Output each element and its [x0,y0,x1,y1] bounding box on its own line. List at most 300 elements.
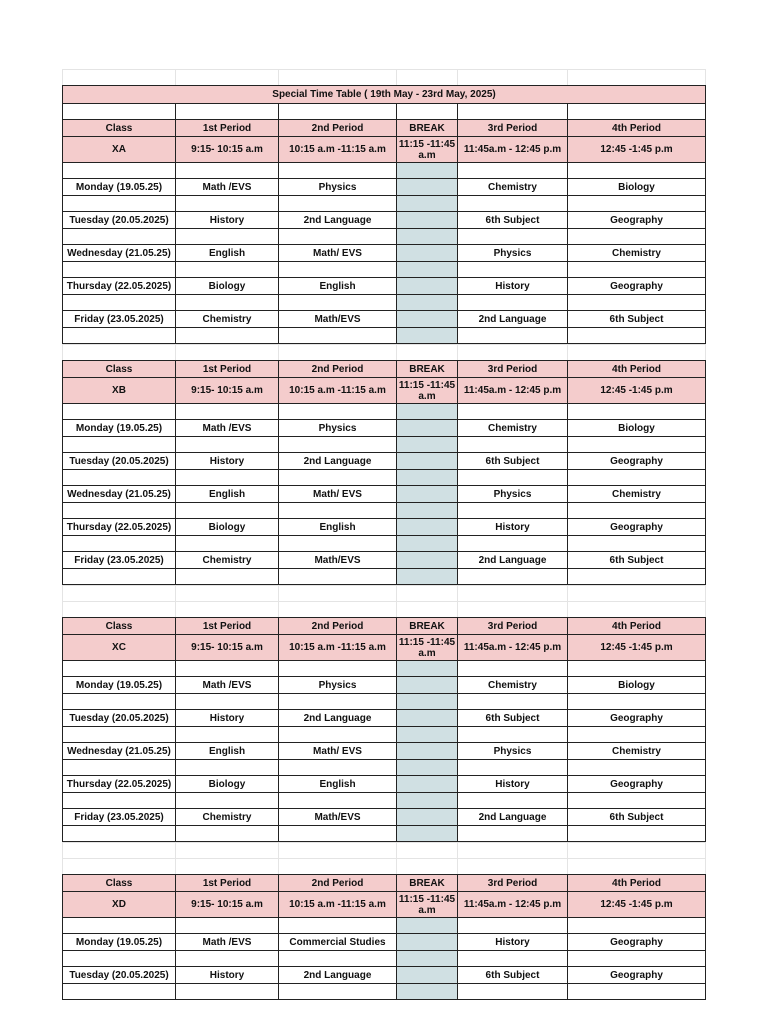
cell[interactable] [62,104,176,119]
period-4-subject[interactable]: Biology [568,179,706,195]
day-label[interactable]: Tuesday (20.05.2025) [62,710,176,726]
period-4-header[interactable]: 4th Period [568,361,706,377]
cell[interactable] [176,437,279,452]
break-cell[interactable] [397,710,458,726]
day-label[interactable]: Monday (19.05.25) [62,179,176,195]
period-1-subject[interactable]: Math /EVS [176,179,279,195]
period-1-header[interactable]: 1st Period [176,361,279,377]
cell[interactable] [397,569,458,584]
cell[interactable] [458,345,568,360]
cell[interactable] [568,661,706,676]
cell[interactable] [568,295,706,310]
cell[interactable] [397,602,458,617]
cell[interactable] [397,404,458,419]
time-2[interactable]: 10:15 a.m -11:15 a.m [279,635,397,660]
time-1[interactable]: 9:15- 10:15 a.m [176,635,279,660]
period-3-header[interactable]: 3rd Period [458,875,568,891]
break-time[interactable]: 11:15 -11:45 a.m [397,635,458,660]
cell[interactable] [62,404,176,419]
time-4[interactable]: 12:45 -1:45 p.m [568,892,706,917]
period-4-subject[interactable]: Geography [568,212,706,228]
cell[interactable] [397,262,458,277]
cell[interactable] [458,262,568,277]
cell[interactable] [458,694,568,709]
cell[interactable] [397,918,458,933]
period-1-subject[interactable]: Biology [176,519,279,535]
cell[interactable] [397,661,458,676]
day-label[interactable]: Wednesday (21.05.25) [62,743,176,759]
period-2-header[interactable]: 2nd Period [279,875,397,891]
cell[interactable] [62,196,176,211]
cell[interactable] [279,793,397,808]
cell[interactable] [176,328,279,343]
period-1-header[interactable]: 1st Period [176,120,279,136]
period-4-subject[interactable]: 6th Subject [568,311,706,327]
cell[interactable] [568,586,706,601]
period-4-header[interactable]: 4th Period [568,120,706,136]
cell[interactable] [397,984,458,999]
time-4[interactable]: 12:45 -1:45 p.m [568,137,706,162]
break-cell[interactable] [397,486,458,502]
period-3-subject[interactable]: 6th Subject [458,710,568,726]
cell[interactable] [62,163,176,178]
break-cell[interactable] [397,677,458,693]
cell[interactable] [568,345,706,360]
period-3-subject[interactable]: Chemistry [458,420,568,436]
break-cell[interactable] [397,245,458,261]
period-4-subject[interactable]: Chemistry [568,486,706,502]
period-3-subject[interactable]: 6th Subject [458,967,568,983]
period-2-header[interactable]: 2nd Period [279,618,397,634]
cell[interactable] [568,826,706,841]
period-4-subject[interactable]: Geography [568,934,706,950]
cell[interactable] [62,536,176,551]
cell[interactable] [279,328,397,343]
cell[interactable] [176,104,279,119]
break-cell[interactable] [397,809,458,825]
cell[interactable] [62,262,176,277]
cell[interactable] [62,470,176,485]
class-col-header[interactable]: Class [62,120,176,136]
cell[interactable] [458,295,568,310]
period-2-subject[interactable]: English [279,278,397,294]
period-1-subject[interactable]: Chemistry [176,311,279,327]
time-2[interactable]: 10:15 a.m -11:15 a.m [279,378,397,403]
cell[interactable] [176,404,279,419]
period-3-subject[interactable]: Chemistry [458,179,568,195]
cell[interactable] [458,569,568,584]
break-cell[interactable] [397,420,458,436]
cell[interactable] [176,503,279,518]
cell[interactable] [568,163,706,178]
period-3-subject[interactable]: History [458,934,568,950]
time-1[interactable]: 9:15- 10:15 a.m [176,378,279,403]
period-1-subject[interactable]: History [176,212,279,228]
class-name[interactable]: XA [62,137,176,162]
time-2[interactable]: 10:15 a.m -11:15 a.m [279,137,397,162]
break-header[interactable]: BREAK [397,120,458,136]
period-4-subject[interactable]: Geography [568,710,706,726]
day-label[interactable]: Monday (19.05.25) [62,934,176,950]
cell[interactable] [279,70,397,85]
cell[interactable] [62,918,176,933]
period-1-header[interactable]: 1st Period [176,875,279,891]
cell[interactable] [62,760,176,775]
period-1-subject[interactable]: Chemistry [176,809,279,825]
cell[interactable] [176,262,279,277]
day-label[interactable]: Thursday (22.05.2025) [62,519,176,535]
cell[interactable] [62,70,176,85]
cell[interactable] [279,262,397,277]
period-2-subject[interactable]: 2nd Language [279,967,397,983]
cell[interactable] [176,826,279,841]
break-cell[interactable] [397,776,458,792]
period-2-subject[interactable]: Math/EVS [279,311,397,327]
cell[interactable] [176,586,279,601]
period-3-subject[interactable]: 2nd Language [458,809,568,825]
cell[interactable] [279,437,397,452]
day-label[interactable]: Thursday (22.05.2025) [62,776,176,792]
cell[interactable] [62,229,176,244]
time-4[interactable]: 12:45 -1:45 p.m [568,635,706,660]
class-name[interactable]: XC [62,635,176,660]
time-2[interactable]: 10:15 a.m -11:15 a.m [279,892,397,917]
period-3-header[interactable]: 3rd Period [458,361,568,377]
cell[interactable] [568,229,706,244]
period-2-subject[interactable]: English [279,776,397,792]
cell[interactable] [458,661,568,676]
period-4-subject[interactable]: Chemistry [568,743,706,759]
day-label[interactable]: Friday (23.05.2025) [62,552,176,568]
time-3[interactable]: 11:45a.m - 12:45 p.m [458,378,568,403]
period-3-subject[interactable]: History [458,278,568,294]
day-label[interactable]: Tuesday (20.05.2025) [62,453,176,469]
cell[interactable] [279,694,397,709]
cell[interactable] [176,229,279,244]
cell[interactable] [62,694,176,709]
cell[interactable] [397,760,458,775]
period-4-subject[interactable]: Chemistry [568,245,706,261]
period-4-header[interactable]: 4th Period [568,875,706,891]
cell[interactable] [176,196,279,211]
cell[interactable] [279,404,397,419]
period-4-subject[interactable]: 6th Subject [568,809,706,825]
cell[interactable] [62,437,176,452]
cell[interactable] [62,951,176,966]
day-label[interactable]: Monday (19.05.25) [62,420,176,436]
cell[interactable] [568,984,706,999]
period-2-subject[interactable]: Math/EVS [279,552,397,568]
day-label[interactable]: Tuesday (20.05.2025) [62,967,176,983]
period-4-subject[interactable]: Geography [568,967,706,983]
cell[interactable] [397,104,458,119]
cell[interactable] [279,727,397,742]
period-4-header[interactable]: 4th Period [568,618,706,634]
cell[interactable] [176,843,279,858]
break-cell[interactable] [397,934,458,950]
day-label[interactable]: Monday (19.05.25) [62,677,176,693]
period-4-subject[interactable]: Geography [568,278,706,294]
cell[interactable] [568,760,706,775]
period-3-subject[interactable]: 6th Subject [458,453,568,469]
cell[interactable] [279,229,397,244]
cell[interactable] [568,503,706,518]
cell[interactable] [397,470,458,485]
cell[interactable] [176,295,279,310]
period-2-subject[interactable]: Math/ EVS [279,743,397,759]
period-2-subject[interactable]: Math/ EVS [279,486,397,502]
period-2-subject[interactable]: 2nd Language [279,453,397,469]
class-col-header[interactable]: Class [62,618,176,634]
cell[interactable] [397,826,458,841]
period-2-subject[interactable]: Physics [279,677,397,693]
day-label[interactable]: Friday (23.05.2025) [62,311,176,327]
cell[interactable] [62,328,176,343]
cell[interactable] [458,163,568,178]
cell[interactable] [176,70,279,85]
cell[interactable] [176,602,279,617]
period-2-subject[interactable]: English [279,519,397,535]
break-header[interactable]: BREAK [397,875,458,891]
break-time[interactable]: 11:15 -11:45 a.m [397,892,458,917]
cell[interactable] [279,163,397,178]
cell[interactable] [458,503,568,518]
cell[interactable] [279,984,397,999]
cell[interactable] [176,793,279,808]
cell[interactable] [568,694,706,709]
cell[interactable] [568,793,706,808]
cell[interactable] [279,586,397,601]
day-label[interactable]: Wednesday (21.05.25) [62,245,176,261]
cell[interactable] [397,295,458,310]
period-2-header[interactable]: 2nd Period [279,120,397,136]
cell[interactable] [279,661,397,676]
period-3-subject[interactable]: 6th Subject [458,212,568,228]
cell[interactable] [62,345,176,360]
time-3[interactable]: 11:45a.m - 12:45 p.m [458,892,568,917]
cell[interactable] [176,727,279,742]
cell[interactable] [176,569,279,584]
cell[interactable] [458,843,568,858]
cell[interactable] [397,503,458,518]
cell[interactable] [279,295,397,310]
time-3[interactable]: 11:45a.m - 12:45 p.m [458,635,568,660]
period-2-subject[interactable]: Physics [279,179,397,195]
break-cell[interactable] [397,453,458,469]
time-3[interactable]: 11:45a.m - 12:45 p.m [458,137,568,162]
cell[interactable] [458,918,568,933]
break-cell[interactable] [397,743,458,759]
period-1-subject[interactable]: History [176,710,279,726]
cell[interactable] [279,503,397,518]
period-1-subject[interactable]: History [176,967,279,983]
cell[interactable] [279,918,397,933]
period-2-subject[interactable]: Math/ EVS [279,245,397,261]
cell[interactable] [397,586,458,601]
break-cell[interactable] [397,519,458,535]
cell[interactable] [397,437,458,452]
period-4-subject[interactable]: 6th Subject [568,552,706,568]
period-4-subject[interactable]: Geography [568,519,706,535]
cell[interactable] [458,328,568,343]
cell[interactable] [397,859,458,874]
cell[interactable] [397,229,458,244]
period-2-subject[interactable]: 2nd Language [279,212,397,228]
cell[interactable] [458,536,568,551]
class-col-header[interactable]: Class [62,361,176,377]
cell[interactable] [458,727,568,742]
day-label[interactable]: Tuesday (20.05.2025) [62,212,176,228]
cell[interactable] [397,951,458,966]
period-4-subject[interactable]: Biology [568,677,706,693]
cell[interactable] [176,694,279,709]
cell[interactable] [397,196,458,211]
cell[interactable] [176,951,279,966]
break-cell[interactable] [397,179,458,195]
cell[interactable] [458,229,568,244]
cell[interactable] [176,859,279,874]
break-cell[interactable] [397,278,458,294]
cell[interactable] [458,602,568,617]
cell[interactable] [279,826,397,841]
cell[interactable] [279,196,397,211]
time-1[interactable]: 9:15- 10:15 a.m [176,137,279,162]
cell[interactable] [176,661,279,676]
cell[interactable] [568,470,706,485]
period-2-subject[interactable]: 2nd Language [279,710,397,726]
period-2-subject[interactable]: Commercial Studies [279,934,397,950]
cell[interactable] [279,859,397,874]
period-1-subject[interactable]: English [176,486,279,502]
cell[interactable] [458,760,568,775]
cell[interactable] [62,602,176,617]
period-2-header[interactable]: 2nd Period [279,361,397,377]
cell[interactable] [568,262,706,277]
cell[interactable] [397,843,458,858]
cell[interactable] [397,536,458,551]
cell[interactable] [62,569,176,584]
time-1[interactable]: 9:15- 10:15 a.m [176,892,279,917]
break-time[interactable]: 11:15 -11:45 a.m [397,137,458,162]
break-cell[interactable] [397,212,458,228]
break-cell[interactable] [397,552,458,568]
period-1-subject[interactable]: Math /EVS [176,677,279,693]
cell[interactable] [279,470,397,485]
cell[interactable] [458,404,568,419]
cell[interactable] [62,826,176,841]
cell[interactable] [458,196,568,211]
cell[interactable] [62,859,176,874]
cell[interactable] [568,951,706,966]
cell[interactable] [279,951,397,966]
period-1-subject[interactable]: Math /EVS [176,934,279,950]
cell[interactable] [568,843,706,858]
cell[interactable] [458,826,568,841]
cell[interactable] [458,470,568,485]
period-1-subject[interactable]: English [176,245,279,261]
period-3-subject[interactable]: Chemistry [458,677,568,693]
cell[interactable] [62,295,176,310]
cell[interactable] [458,984,568,999]
cell[interactable] [62,586,176,601]
class-name[interactable]: XB [62,378,176,403]
period-3-subject[interactable]: Physics [458,743,568,759]
break-header[interactable]: BREAK [397,361,458,377]
cell[interactable] [568,404,706,419]
cell[interactable] [568,70,706,85]
cell[interactable] [397,163,458,178]
cell[interactable] [458,437,568,452]
period-1-subject[interactable]: Biology [176,278,279,294]
day-label[interactable]: Wednesday (21.05.25) [62,486,176,502]
break-time[interactable]: 11:15 -11:45 a.m [397,378,458,403]
period-1-subject[interactable]: Math /EVS [176,420,279,436]
cell[interactable] [62,661,176,676]
cell[interactable] [62,843,176,858]
cell[interactable] [568,602,706,617]
cell[interactable] [458,70,568,85]
cell[interactable] [397,793,458,808]
period-3-subject[interactable]: 2nd Language [458,552,568,568]
cell[interactable] [62,727,176,742]
period-3-subject[interactable]: History [458,776,568,792]
period-2-subject[interactable]: Physics [279,420,397,436]
cell[interactable] [397,727,458,742]
break-cell[interactable] [397,967,458,983]
class-col-header[interactable]: Class [62,875,176,891]
cell[interactable] [568,328,706,343]
period-4-subject[interactable]: Geography [568,453,706,469]
cell[interactable] [568,918,706,933]
cell[interactable] [458,793,568,808]
cell[interactable] [568,196,706,211]
cell[interactable] [458,951,568,966]
cell[interactable] [458,104,568,119]
period-2-subject[interactable]: Math/EVS [279,809,397,825]
cell[interactable] [397,694,458,709]
cell[interactable] [568,727,706,742]
period-1-subject[interactable]: Chemistry [176,552,279,568]
period-1-subject[interactable]: English [176,743,279,759]
cell[interactable] [397,345,458,360]
class-name[interactable]: XD [62,892,176,917]
cell[interactable] [397,70,458,85]
break-header[interactable]: BREAK [397,618,458,634]
cell[interactable] [568,859,706,874]
cell[interactable] [176,760,279,775]
cell[interactable] [279,569,397,584]
cell[interactable] [279,345,397,360]
period-3-header[interactable]: 3rd Period [458,120,568,136]
time-4[interactable]: 12:45 -1:45 p.m [568,378,706,403]
period-3-subject[interactable]: Physics [458,486,568,502]
cell[interactable] [279,843,397,858]
cell[interactable] [176,163,279,178]
cell[interactable] [279,602,397,617]
day-label[interactable]: Thursday (22.05.2025) [62,278,176,294]
cell[interactable] [458,586,568,601]
cell[interactable] [176,984,279,999]
day-label[interactable]: Friday (23.05.2025) [62,809,176,825]
period-1-subject[interactable]: History [176,453,279,469]
period-1-header[interactable]: 1st Period [176,618,279,634]
cell[interactable] [279,760,397,775]
cell[interactable] [176,345,279,360]
cell[interactable] [568,437,706,452]
period-1-subject[interactable]: Biology [176,776,279,792]
period-3-subject[interactable]: History [458,519,568,535]
cell[interactable] [568,536,706,551]
